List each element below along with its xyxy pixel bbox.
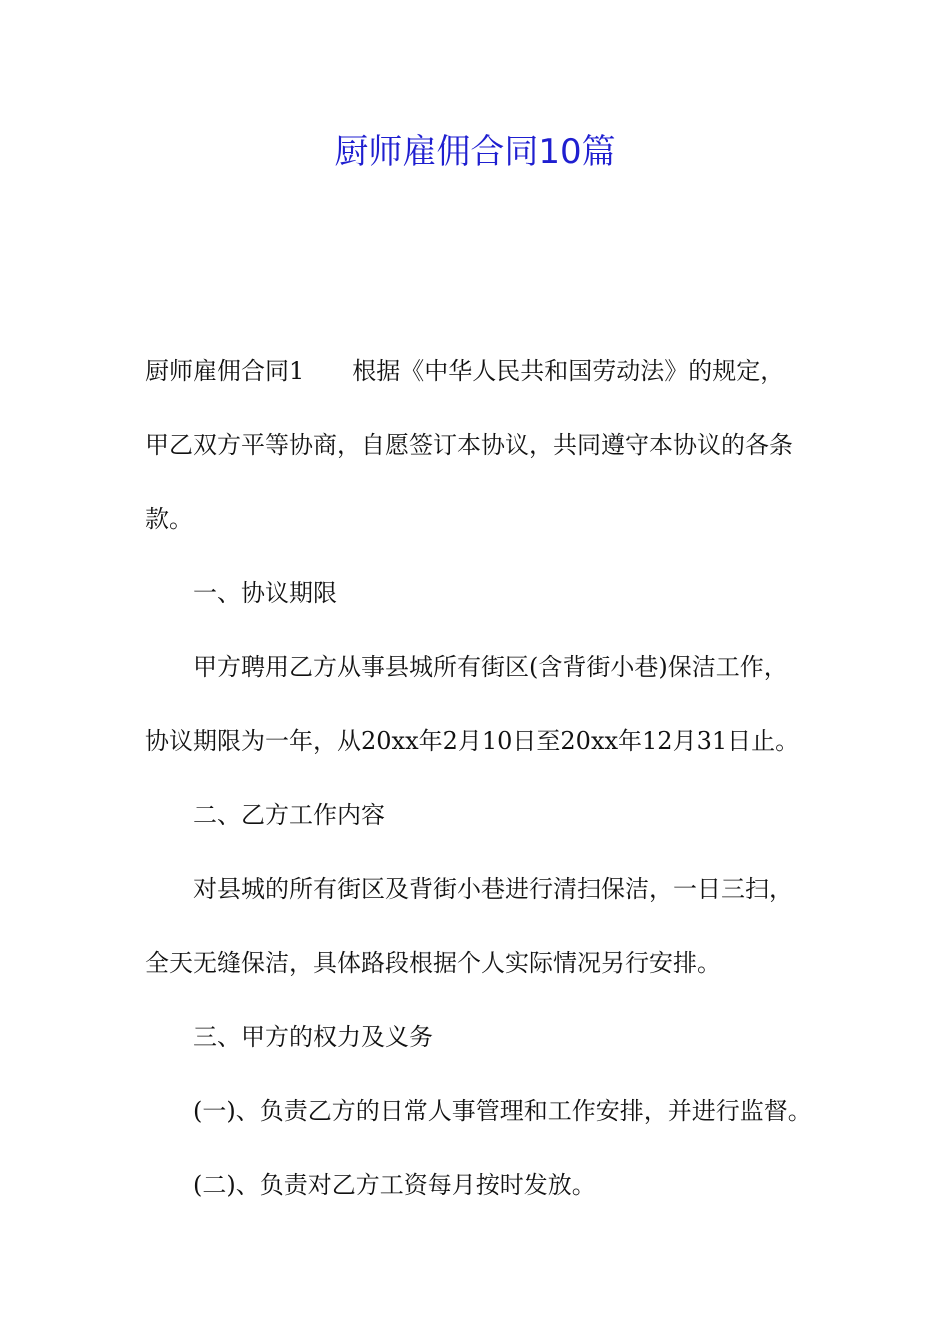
paragraph-line: 对县城的所有街区及背街小巷进行清扫保洁，一日三扫， [193, 875, 793, 903]
document-body [145, 334, 810, 1222]
section-heading: 三、甲方的权力及义务 [193, 1023, 433, 1051]
section-heading: 二、乙方工作内容 [193, 801, 385, 829]
document-title: 厨师雇佣合同10篇 [334, 132, 616, 172]
paragraph-line: 全天无缝保洁，具体路段根据个人实际情况另行安排。 [145, 949, 721, 977]
paragraph-line: 款。 [145, 505, 193, 533]
paragraph-line: 甲乙双方平等协商，自愿签订本协议，共同遵守本协议的各条 [145, 431, 793, 459]
paragraph-line: 甲方聘用乙方从事县城所有街区(含背街小巷)保洁工作， [193, 653, 788, 681]
list-item: (一)、负责乙方的日常人事管理和工作安排，并进行监督。 [193, 1097, 812, 1125]
paragraph-line: 厨师雇佣合同1 根据《中华人民共和国劳动法》的规定， [145, 357, 785, 385]
paragraph-line: 协议期限为一年，从20xx年2月10日至20xx年12月31日止。 [145, 727, 800, 755]
list-item: (二)、负责对乙方工资每月按时发放。 [193, 1171, 596, 1199]
section-heading: 一、协议期限 [193, 579, 337, 607]
